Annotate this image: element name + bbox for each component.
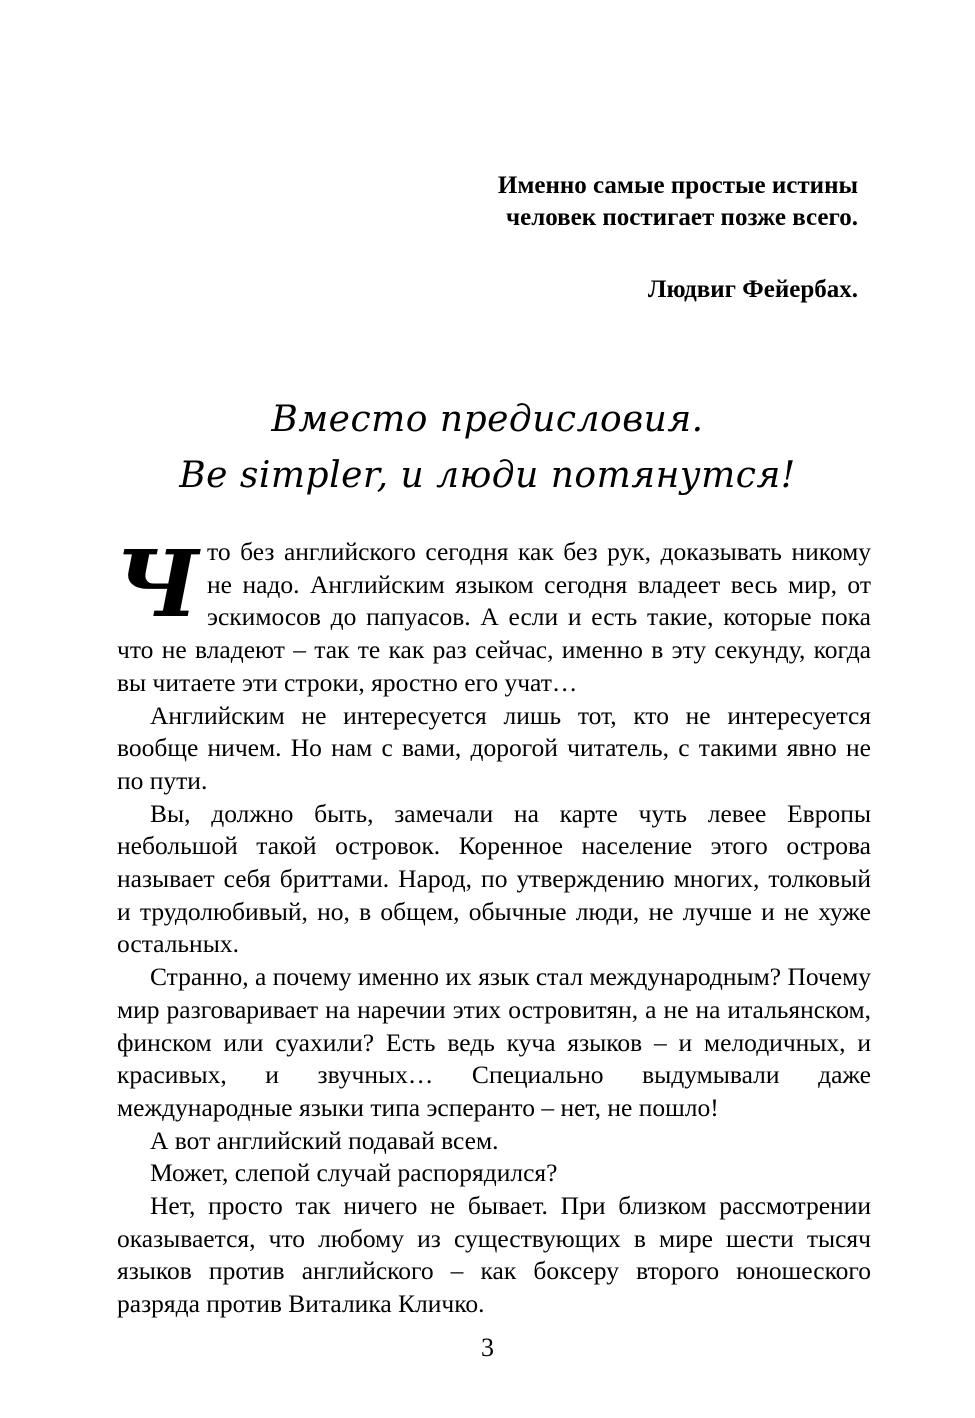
epigraph <box>438 170 858 306</box>
paragraph-text: то без английского сегодня как без рук, доказывать никому не надо. Английским языком сегодня владеет весь мир, от эскимосов до папуасов. А если и есть такие, которые пока что не владеют – так те как раз сейчас, именно в эту секунду, когда вы читаете эти строки, яростно его учат… <box>117 537 871 697</box>
drop-cap: Ч <box>115 530 200 638</box>
paragraph: Может, слепой случай распорядился? <box>150 1158 558 1188</box>
epigraph-author: Людвиг Фейербах. <box>647 276 858 303</box>
paragraph: Нет, просто так ничего не бывает. При близком рассмотрении оказывается, что любому из существующих в мире шести тысяч языков против английского – как боксеру второго юношеского разряда против Виталика Кличко. <box>117 1191 871 1319</box>
paragraph <box>115 530 871 700</box>
chapter-title <box>0 392 975 504</box>
body-text <box>115 530 871 1321</box>
chapter-subtitle-line: Be simpler, и люди потянутся! <box>179 455 796 496</box>
epigraph-quote-line: человек постигает позже всего. <box>506 204 858 231</box>
paragraph: Вы, должно быть, замечали на карте чуть левее Европы небольшой такой островок. Коренное население этого острова называет себя бриттами. Народ, по утверждению многих, толковый и трудолюбивый, но, в общем, обычные люди, не лучше и не хуже остальных. <box>117 798 871 959</box>
chapter-title-line: Вместо предисловия. <box>271 399 704 440</box>
paragraph: Английским не интересуется лишь тот, кто не интересуется вообще ничем. Но нам с вами, дорогой читатель, с такими явно не по пути. <box>117 700 871 795</box>
paragraph: Странно, а почему именно их язык стал международным? Почему мир разговаривает на наречии этих островитян, а не на итальянском, финском или суахили? Есть ведь куча языков – и мелодичных, и красивых, и звучных… Специально выдумывали даже международные языки типа эсперанто – нет, не пошло! <box>117 962 871 1122</box>
paragraph: А вот английский подавай всем. <box>150 1125 499 1155</box>
page-number: 3 <box>481 1333 494 1362</box>
epigraph-quote-line: Именно самые простые истины <box>497 172 858 199</box>
